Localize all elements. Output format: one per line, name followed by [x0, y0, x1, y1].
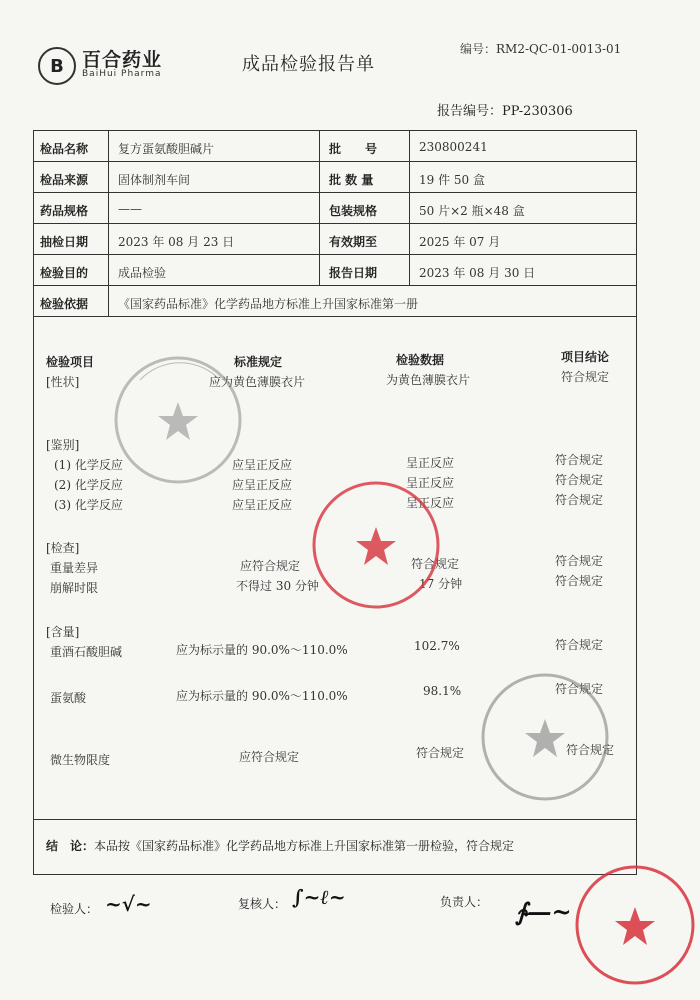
basis: 《国家药品标准》化学药品地方标准上升国家标准第一册: [118, 297, 419, 311]
appearance-conclusion: 符合规定: [561, 370, 610, 384]
col-header-item: 检验项目: [46, 355, 95, 369]
microbial-standard: 应符合规定: [239, 750, 300, 764]
insp-1-data: 符合规定: [411, 557, 460, 571]
pack-spec: 50 片×2 瓶×48 盒: [419, 204, 525, 218]
company-name-en: BaiHui Pharma: [82, 69, 162, 79]
basis-label: 检验依据: [40, 297, 89, 311]
quantity-label: 批 数 量: [329, 173, 374, 187]
ident-2-conclusion: 符合规定: [555, 473, 604, 487]
responsible-label: 负责人：: [440, 895, 489, 909]
reviewer-signature: ∫~ℓ~: [292, 885, 346, 909]
microbial-item: 微生物限度: [50, 753, 111, 767]
report-table: [33, 130, 637, 875]
assay-2-data: 98.1%: [423, 684, 462, 698]
page-title: 成品检验报告单: [242, 54, 375, 75]
microbial-data: 符合规定: [416, 746, 465, 760]
ident-1-conclusion: 符合规定: [555, 453, 604, 467]
ident-2-data: 呈正反应: [406, 476, 455, 490]
ident-1-data: 呈正反应: [406, 456, 455, 470]
assay-1-standard: 应为标示量的 90.0%～110.0%: [176, 643, 348, 657]
insp-2-conclusion: 符合规定: [555, 574, 604, 588]
inspector-label: 检验人：: [50, 902, 99, 916]
inspector-signature: ~√~: [105, 892, 152, 916]
ident-1-standard: 应呈正反应: [232, 458, 293, 472]
report-number: 报告编号：PP-230306: [437, 104, 573, 119]
ident-3-conclusion: 符合规定: [555, 493, 604, 507]
report-date-label: 报告日期: [329, 266, 378, 280]
product-name: 复方蛋氨酸胆碱片: [118, 142, 215, 156]
conclusion-label: 结 论：: [46, 839, 95, 853]
appearance-standard: 应为黄色薄膜衣片: [209, 375, 306, 389]
quantity: 19 件 50 盒: [419, 173, 485, 187]
source: 固体制剂车间: [118, 173, 191, 187]
company-name: 百合药业: [82, 49, 163, 71]
report-date: 2023 年 08 月 30 日: [419, 266, 536, 280]
ident-3-item: (3) 化学反应: [54, 498, 123, 512]
ident-1-item: (1) 化学反应: [54, 458, 123, 472]
spec: ——: [118, 202, 142, 216]
product-name-label: 检品名称: [40, 142, 89, 156]
purpose: 成品检验: [118, 266, 167, 280]
document-code: 编号：RM2-QC-01-0013-01: [460, 42, 622, 56]
insp-2-item: 崩解时限: [50, 581, 99, 595]
insp-1-standard: 应符合规定: [240, 559, 301, 573]
batch-number: 230800241: [419, 140, 488, 154]
microbial-conclusion: 符合规定: [566, 743, 615, 757]
section-identification: [鉴别]: [46, 438, 80, 452]
insp-2-data: 17 分钟: [419, 577, 463, 591]
sample-date-label: 抽检日期: [40, 235, 89, 249]
sample-date: 2023 年 08 月 23 日: [118, 235, 235, 249]
expiry-label: 有效期至: [329, 235, 378, 249]
ident-3-standard: 应呈正反应: [232, 498, 293, 512]
insp-1-conclusion: 符合规定: [555, 554, 604, 568]
assay-2-conclusion: 符合规定: [555, 682, 604, 696]
insp-1-item: 重量差异: [50, 561, 99, 575]
col-header-conclusion: 项目结论: [561, 350, 610, 364]
ident-2-item: (2) 化学反应: [54, 478, 123, 492]
ident-2-standard: 应呈正反应: [232, 478, 293, 492]
assay-2-standard: 应为标示量的 90.0%～110.0%: [176, 689, 348, 703]
col-header-standard: 标准规定: [234, 355, 283, 369]
batch-label: 批 号: [329, 142, 378, 156]
purpose-label: 检验目的: [40, 266, 89, 280]
corner-seal-red: [577, 867, 693, 983]
insp-2-standard: 不得过 30 分钟: [236, 579, 319, 593]
company-logo-icon: B: [38, 47, 76, 85]
appearance-data: 为黄色薄膜衣片: [386, 373, 471, 387]
assay-1-conclusion: 符合规定: [555, 638, 604, 652]
section-assay: [含量]: [46, 625, 80, 639]
pack-label: 包装规格: [329, 204, 378, 218]
spec-label: 药品规格: [40, 204, 89, 218]
conclusion-text: 本品按《国家药品标准》化学药品地方标准上升国家标准第一册检验，符合规定: [94, 839, 515, 853]
section-inspection: [检查]: [46, 541, 80, 555]
expiry-date: 2025 年 07 月: [419, 235, 501, 249]
assay-1-item: 重酒石酸胆碱: [50, 645, 123, 659]
assay-2-item: 蛋氨酸: [50, 691, 87, 705]
reviewer-label: 复核人：: [238, 897, 287, 911]
responsible-signature: ∱—~: [515, 897, 572, 926]
section-appearance: [性状]: [46, 375, 80, 389]
col-header-data: 检验数据: [396, 353, 445, 367]
conclusion: [46, 837, 514, 854]
source-label: 检品来源: [40, 173, 89, 187]
ident-3-data: 呈正反应: [406, 496, 455, 510]
assay-1-data: 102.7%: [414, 639, 460, 653]
